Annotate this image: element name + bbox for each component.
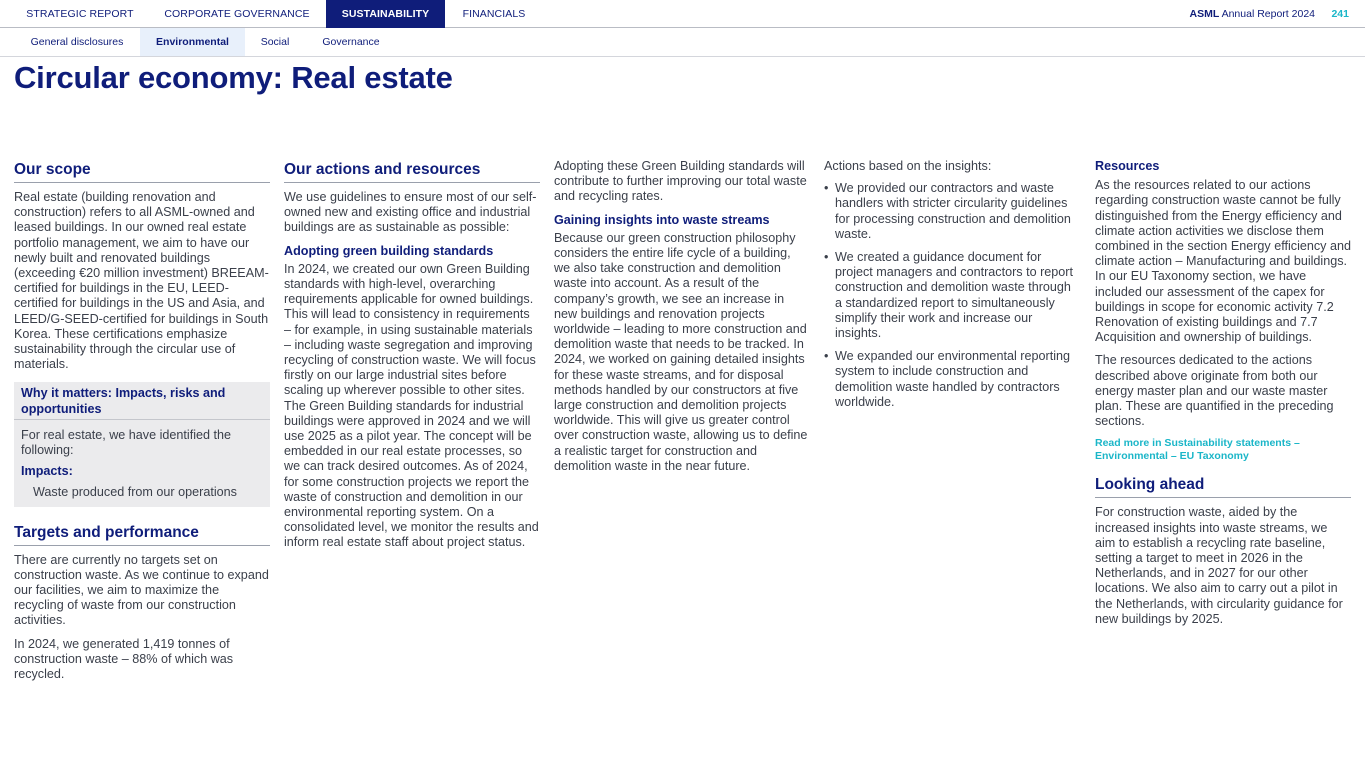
subtab-environmental[interactable]: Environmental [140,28,245,56]
scope-heading: Our scope [14,160,270,183]
actions-intro: We use guidelines to ensure most of our self-owned new and existing office and industrial buildings are as sustainable as possible: [284,190,537,235]
green-building-text: In 2024, we created our own Green Building standards with high-level, overarching requirements applicable for owned buildings. This will lead to consistency in requirements – for example, in using sustainable materials – including waste segregation and improving recycling of construction waste. We will focus firstly on our large industrial sites before scaling up wherever possible to other sites. The Green Building standards for industrial buildings were approved in 2024 and we will use 2025 as a pilot year. The concept will be embedded in our real estate processes, so we can track desired outcomes. As of 2024, for some construction projects we report the waste of construction and demolition in our environmental reporting system. On a consolidated level, we monitor the results and inform real estate staff about project status. [284,261,539,550]
insight-actions-list [824,181,1080,410]
page-number: 241 [1331,8,1349,20]
why-it-matters-box [14,382,270,506]
why-box-body [14,420,270,507]
tab-corporate-governance[interactable]: CORPORATE GOVERNANCE [164,8,310,20]
insight-actions-intro: Actions based on the insights: [824,159,992,173]
looking-ahead-text: For construction waste, aided by the increased insights into waste streams, we aim to establish a recycling rate baseline, setting a target to meet in 2026 in the Netherlands, and in 2027 for our other locations. We also aim to carry out a pilot in the Netherlands, with circularity guidance for new buildings by 2025. [1095,505,1343,626]
column-resources [1095,159,1351,635]
targets-text-2: In 2024, we generated 1,419 tonnes of construction waste – 88% of which was recycled. [14,636,234,682]
sub-nav [0,28,1365,57]
column-scope [14,160,270,690]
column-insight-actions [824,159,1080,418]
resources-text-2: The resources dedicated to the actions described above originate from both our energy master plan and our waste master plan. These are quantified in the preceding sections. [1095,353,1334,429]
resources-text-1: As the resources related to our actions regarding construction waste cannot be fully distinguished from the Energy efficiency and climate action activities we disclose them combined in the section Energy efficiency and climate action – Manufacturing and buildings. In our EU Taxonomy section, we have included our assessment of the capex for buildings in scope for economic activity 7.2 Renovation of existing buildings and 7.7 Acquisition and ownership of buildings. [1095,178,1351,345]
actions-heading: Our actions and resources [284,160,540,183]
why-box-title: Why it matters: Impacts, risks and opportunities [14,382,270,419]
targets-text-1: There are currently no targets set on construction waste. As we continue to expand our facilities, we aim to maximize the recycling of waste from our construction activities. [14,552,269,628]
tab-financials[interactable]: FINANCIALS [462,8,526,20]
report-brand: ASML [1189,8,1220,20]
page-title: Circular economy: Real estate [14,60,453,95]
impacts-label: Impacts: [21,464,73,479]
report-title [1190,0,1316,28]
green-building-heading: Adopting green building standards [284,243,494,258]
looking-ahead-heading: Looking ahead [1095,475,1351,498]
tab-strategic-report[interactable]: STRATEGIC REPORT [26,8,134,20]
subtab-social[interactable]: Social [260,36,290,48]
top-nav [0,0,1365,28]
list-item: • We provided our contractors and waste handlers with stricter circularity guidelines for processing construction and demolition waste. [824,181,1080,242]
why-box-intro: For real estate, we have identified the following: [21,427,232,458]
list-item: • We created a guidance document for project managers and contractors to report construction and demolition waste through a standardized report to simultaneously simplify their work and increase our insights. [824,250,1080,341]
read-more-link[interactable]: Read more in Sustainability statements – Environmental – EU Taxonomy [1095,437,1300,463]
column-actions [284,160,540,559]
scope-text: Real estate (building renovation and construction) refers to all ASML-owned and leased buildings. In our owned real estate portfolio management, we aim to have our newly built and renovated buildings (exceeding €20 million investment) BREEAM-certified for buildings in the EU, LEED-certified for buildings in the US and Asia, and LEED/G-SEED-certified for buildings in South Korea. These certifications emphasize sustainability through the circular use of materials. [14,190,269,372]
resources-heading: Resources [1095,159,1160,173]
subtab-general-disclosures[interactable]: General disclosures [30,36,124,48]
report-name: Annual Report 2024 [1221,8,1315,20]
targets-heading: Targets and performance [14,523,270,546]
insights-text: Because our green construction philosophy considers the entire life cycle of a building, we also take construction and demolition waste into account. As a result of the company’s growth, we see an increase in new buildings and renovation projects worldwide – leading to more construction and demolition waste that needs to be tracked. In 2024, we worked on gaining detailed insights for these waste streams, and for disposal methods handled by our constructors at five large construction and demolition projects worldwide. This will give us greater control over construction waste, allowing us to define a realistic target for construction and demolition waste in the near future. [554,230,808,473]
list-item: • We expanded our environmental reporting system to include construction and demolition waste handled by contractors worldwide. [824,349,1080,410]
column-insights [554,159,810,482]
green-standards-contribution: Adopting these Green Building standards will contribute to further improving our total waste and recycling rates. [554,159,807,204]
tab-sustainability[interactable]: SUSTAINABILITY [326,0,445,28]
subtab-governance[interactable]: Governance [322,36,380,48]
impact-item: Waste produced from our operations [33,485,237,500]
insights-heading: Gaining insights into waste streams [554,212,770,227]
